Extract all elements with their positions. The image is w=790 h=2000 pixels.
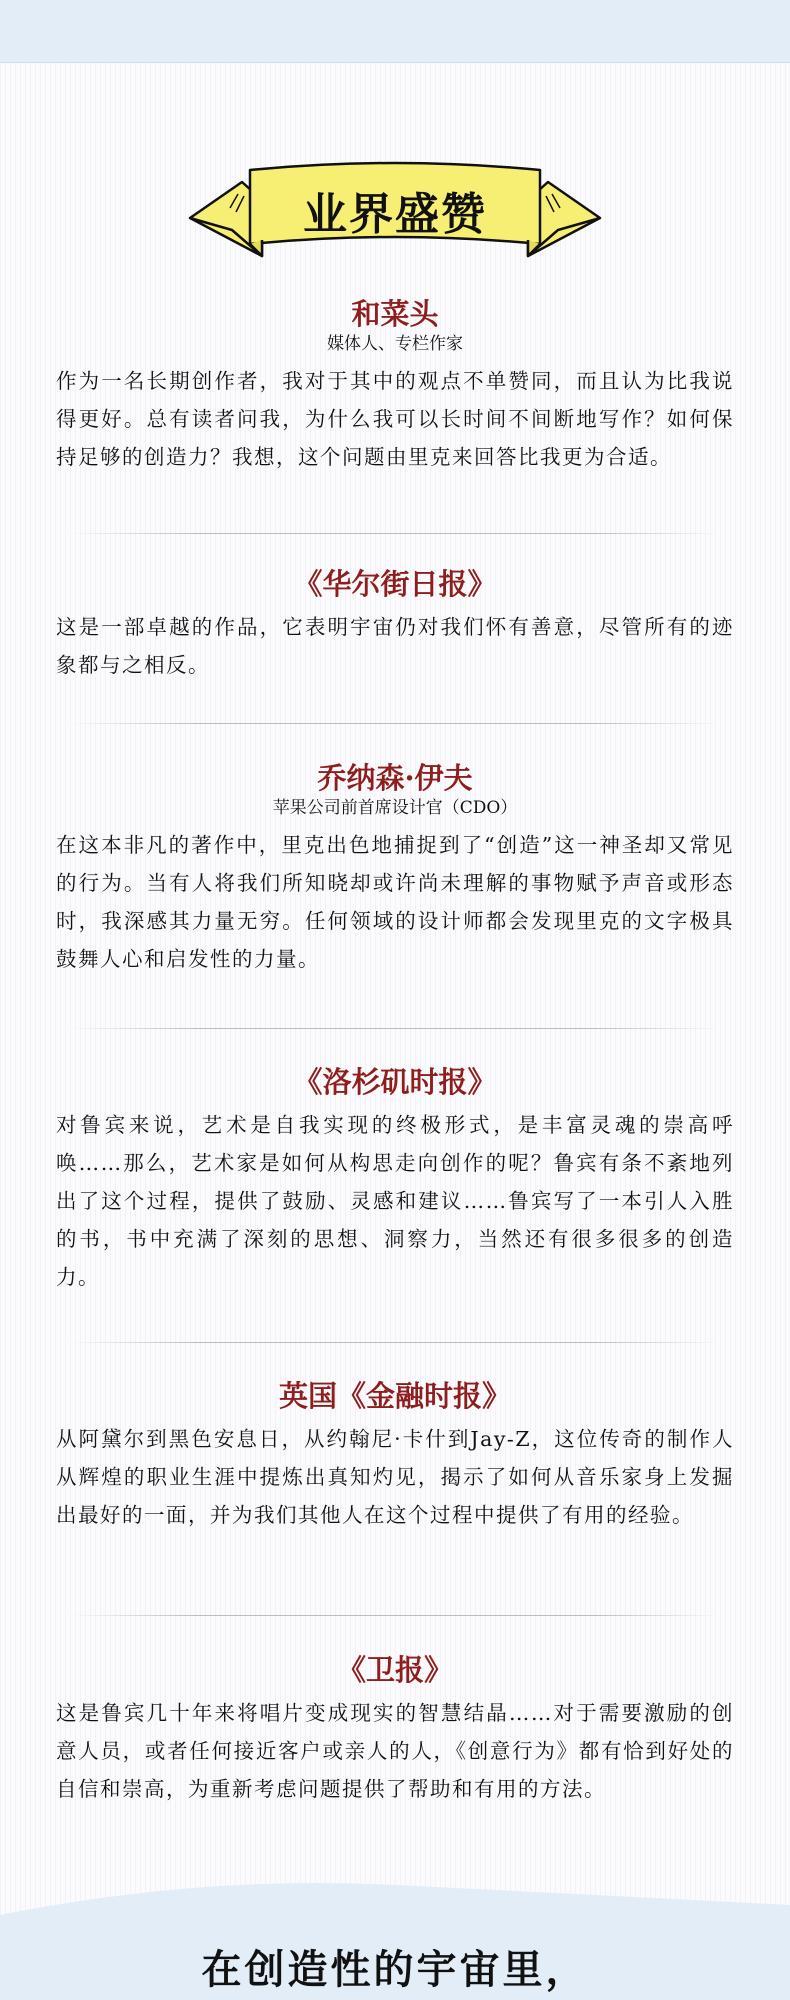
- review-author-role: 苹果公司前首席设计官（CDO）: [272, 798, 518, 818]
- divider: [70, 533, 720, 534]
- banner-title: 业界盛赞: [303, 189, 487, 240]
- divider: [70, 723, 720, 724]
- top-band: [0, 0, 790, 63]
- closing-heading: 在创造性的宇宙里，: [201, 1946, 589, 1993]
- review-entry: [56, 566, 734, 684]
- review-quote: 作为一名长期创作者，我对于其中的观点不单赞同，而且认为比我说得更好。总有读者问我，为什么我可以长时间不间断地写作？如何保持足够的创造力？我想，这个问题由里克来回答比我更为合适。: [56, 369, 734, 469]
- review-quote: 在这本非凡的著作中，里克出色地捕捉到了“创造”这一神圣却又常见的行为。当有人将我们所知晓却或许尚未理解的事物赋予声音或形态时，我深感其力量无穷。任何领域的设计师都会发现里克的文字极具鼓舞人心和启发性的力量。: [56, 833, 734, 971]
- review-author: 和菜头: [351, 297, 439, 331]
- divider: [70, 1342, 720, 1343]
- review-source: 《华尔街日报》: [293, 567, 497, 601]
- review-entry: [56, 760, 734, 978]
- review-quote: 这是一部卓越的作品，它表明宇宙仍对我们怀有善意，尽管所有的迹象都与之相反。: [56, 615, 734, 677]
- review-quote: 对鲁宾来说，艺术是自我实现的终极形式，是丰富灵魂的崇高呼唤……那么，艺术家是如何从构思走向创作的呢？鲁宾有条不紊地列出了这个过程，提供了鼓励、灵感和建议……鲁宾写了一本引人入胜的书，书中充满了深刻的思想、洞察力，当然还有很多很多的创造力。: [56, 1113, 734, 1289]
- review-entry: [56, 296, 734, 476]
- review-quote: 这是鲁宾几十年来将唱片变成现实的智慧结晶……对于需要激励的创意人员，或者任何接近客户或亲人的人，《创意行为》都有恰到好处的自信和崇高，为重新考虑问题提供了帮助和有用的方法。: [56, 1701, 734, 1801]
- review-entry: [56, 1064, 734, 1296]
- review-author-role: 媒体人、专栏作家: [327, 334, 463, 354]
- review-source: 英国《金融时报》: [278, 1379, 511, 1413]
- review-entry: [56, 1378, 734, 1534]
- review-entry: [56, 1652, 734, 1808]
- review-source: 《卫报》: [336, 1653, 453, 1687]
- divider: [70, 1615, 720, 1616]
- review-quote: 从阿黛尔到黑色安息日，从约翰尼·卡什到Jay-Z，这位传奇的制作人从辉煌的职业生涯中提炼出真知灼见，揭示了如何从音乐家身上发掘出最好的一面，并为我们其他人在这个过程中提供了有用的经验。: [56, 1427, 734, 1527]
- divider: [70, 1028, 720, 1029]
- review-source: 《洛杉矶时报》: [293, 1065, 497, 1099]
- review-author: 乔纳森·伊夫: [317, 761, 473, 795]
